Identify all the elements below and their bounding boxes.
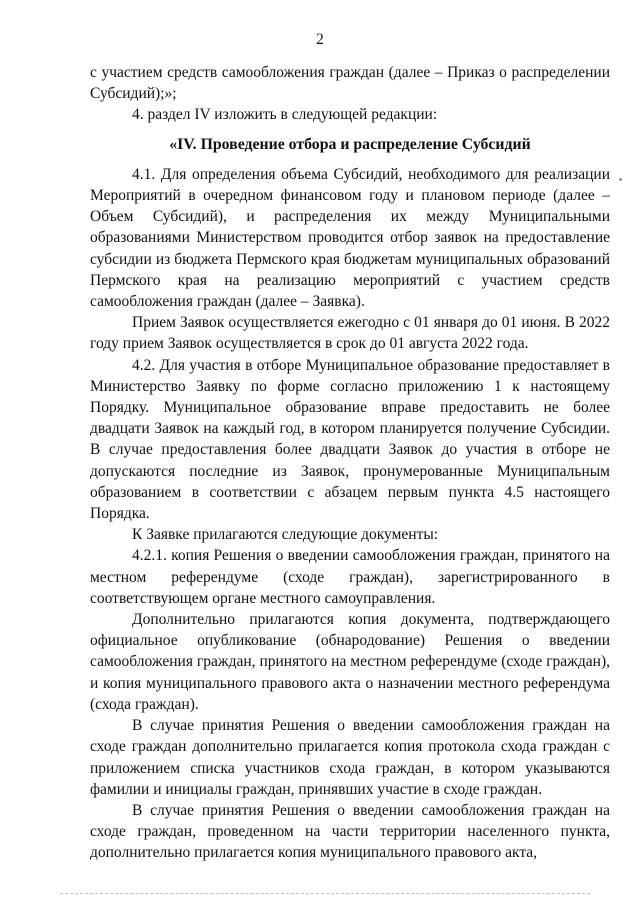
paragraph: 4.1. Для определения объема Субсидий, необходимого для реализации Мероприятий в очередном финансовом году и плановом периоде (далее – Объем Субсидий), и распределения их между Муниципальными образованиями Министерством проводится отбор заявок на предоставление субсидии из бюджета Пермского края бюджетам муниципальных образований Пермского края на реализацию мероприятий с участием средств самообложения граждан (далее – Заявка). — [90, 165, 610, 311]
scan-speck — [619, 178, 622, 181]
page-number: 2 — [316, 31, 324, 48]
paragraph: 4.2.1. копия Решения о введении самообложения граждан, принятого на местном референдуме (сходе граждан), зарегистрированного в соответствующем органе местного самоуправления. — [90, 547, 610, 607]
paragraph: Дополнительно прилагаются копия документа, подтверждающего официальное опубликование (обнародование) Решения о введении самообложения граждан, принятого на местном референдуме (сходе граждан), и копия муниципального правового акта о назначении местного референдума (схода граждан). — [90, 611, 610, 713]
paragraph: Прием Заявок осуществляется ежегодно с 01 января до 01 июня. В 2022 году прием Заявок осуществляется в срок до 01 августа 2022 года. — [90, 314, 610, 353]
paragraph: 4.2. Для участия в отборе Муниципальное образование предоставляет в Министерство Заявку по форме согласно приложению 1 к настоящему Порядку. Муниципальное образование вправе предоставить не более двадцати Заявок на каждый год, в котором планируется получение Субсидии. В случае предоставления более двадцати Заявок до участия в отборе не допускаются последние из Заявок, пронумерованные Муниципальным образованием в соответствии с абзацем первым пункта 4.5 настоящего Порядка. — [90, 356, 610, 523]
scan-edge-line — [60, 893, 590, 894]
paragraph: 4. раздел IV изложить в следующей редакции: — [132, 106, 438, 124]
document-body — [90, 62, 610, 864]
section-heading: «IV. Проведение отбора и распределение Субсидий — [169, 135, 531, 153]
paragraph: К Заявке прилагаются следующие документы: — [132, 526, 439, 544]
paragraph: В случае принятия Решения о введении самообложения граждан на сходе граждан дополнительно прилагается копия протокола схода граждан с приложением списка участников схода граждан, в котором указываются фамилии и инициалы граждан, принявших участие в сходе граждан. — [90, 717, 610, 798]
paragraph: с участием средств самообложения граждан (далее – Приказ о распределении Субсидий);»; — [90, 64, 610, 103]
paragraph: В случае принятия Решения о введении самообложения граждан на сходе граждан, проведенном на части территории населенного пункта, дополнительно прилагается копия муниципального правового акта, — [90, 801, 610, 862]
